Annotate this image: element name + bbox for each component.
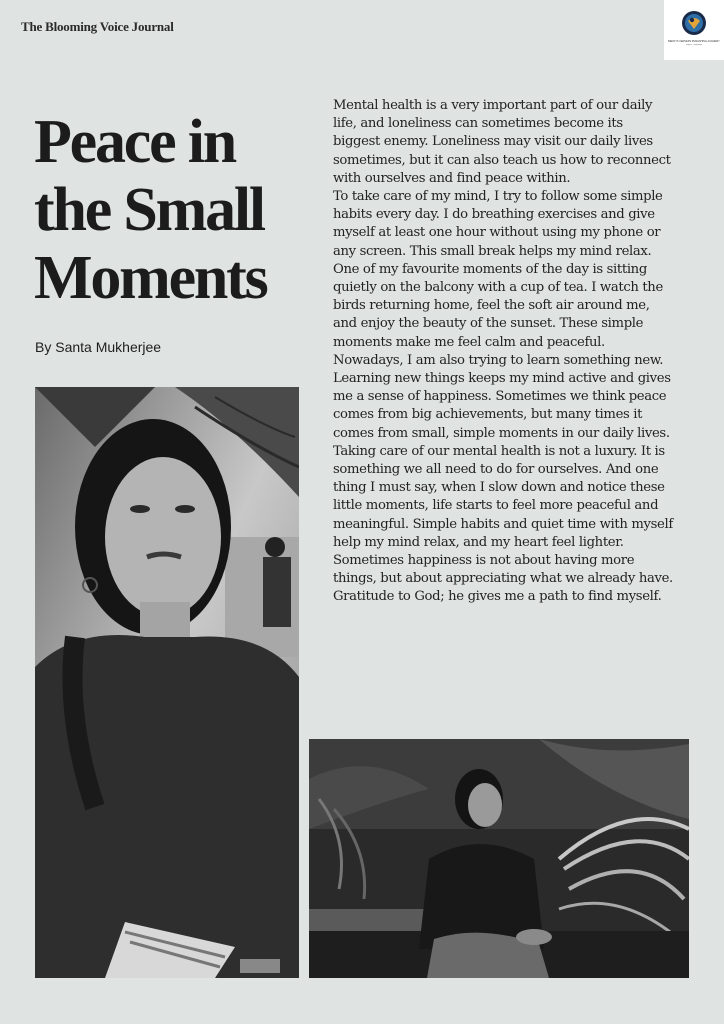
- logo-text: BEDOYS VERVEPS PUBLISHING ACADEMY: [668, 40, 720, 43]
- paragraph: Mental health is a very important part of our daily life, and loneliness can sometimes become its biggest enemy. Loneliness may visit our daily lives sometimes, but it can also teach us how to reconnect with ourselves and find peace within.: [333, 98, 671, 186]
- paragraph: Nowadays, I am also trying to learn something new. Learning new things keeps my mind active and gives me a sense of happiness. Sometimes we think peace comes from big achievements, but many times it comes from small, simple moments in our daily lives. Taking care of our mental health is not a luxury. It is something we all need to do for ourselves. And one thing I must say, when I slow down and notice these little moments, life starts to feel more peaceful and meaningful. Simple habits and quiet time with myself help my mind relax, and my heart feel lighter. Sometimes happiness is not about having more things, but about appreciating what we already have. Gratitude to God; he gives me a path to find myself.: [333, 352, 673, 605]
- author-portrait-photo: [35, 387, 299, 978]
- article-body: [333, 97, 673, 607]
- author-garden-photo: [309, 739, 689, 978]
- title-line: the Small: [34, 176, 264, 244]
- title-line: Moments: [34, 244, 267, 312]
- article-title: [34, 108, 324, 312]
- paragraph: To take care of my mind, I try to follow some simple habits every day. I do breathing exercises and give myself at least one hour without using my phone or any screen. This small break helps my mind relax.: [333, 189, 663, 259]
- globe-voice-logo-icon: [680, 9, 708, 37]
- byline: By Santa Mukherjee: [35, 339, 162, 355]
- paragraph: One of my favourite moments of the day is sitting quietly on the balcony with a cup of tea. I watch the birds returning home, feel the soft air around me, and enjoy the beauty of the sunset. These simple moments make me feel calm and peaceful.: [333, 261, 663, 350]
- title-line: Peace in: [34, 108, 236, 176]
- logo-subtext: Inspire · Empower: [685, 44, 703, 46]
- publisher-logo: [664, 0, 724, 60]
- journal-name: The Blooming Voice Journal: [21, 19, 174, 34]
